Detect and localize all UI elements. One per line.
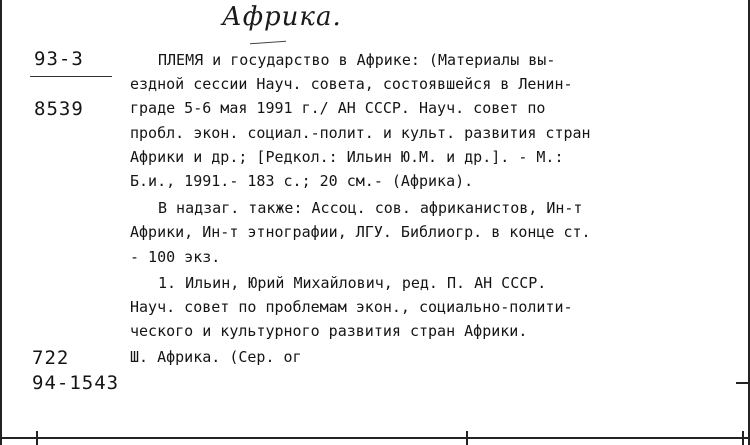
call-number-rule bbox=[30, 76, 112, 77]
entry-line: ПЛЕМЯ и государство в Африке: (Материалы вы- bbox=[158, 51, 556, 69]
subject-line: Ш. Африка. (Сер. ог bbox=[130, 348, 302, 367]
card-left-edge bbox=[0, 0, 2, 445]
tracing-line: Науч. совет по проблемам экон., социально-полити- bbox=[130, 297, 573, 316]
card-bottom-tick bbox=[742, 431, 744, 445]
accession-number: 8539 bbox=[34, 98, 84, 120]
notes-section bbox=[130, 196, 715, 269]
note-line: - 100 экз. bbox=[130, 247, 221, 266]
classification-number: 722 bbox=[32, 347, 70, 369]
tracing-line: 1. Ильин, Юрий Михайлович, ред. П. АН СССР. bbox=[158, 273, 547, 292]
card-bottom-edge bbox=[0, 437, 750, 439]
tracing-line: ческого и культурного развития стран Африки. bbox=[130, 322, 528, 341]
handwritten-underline bbox=[250, 41, 286, 45]
entry-line: Б.и., 1991.- 183 с.; 20 см.- (Африка). bbox=[130, 171, 474, 190]
note-line: Африки, Ин-т этнографии, ЛГУ. Библиогр. в конце ст. bbox=[130, 223, 591, 242]
handwritten-heading: Африка. bbox=[222, 2, 342, 32]
entry-line: граде 5-6 мая 1991 г./ АН СССР. Науч. совет по bbox=[130, 99, 546, 118]
catalog-entry bbox=[130, 48, 715, 369]
bibliographic-description bbox=[130, 48, 715, 193]
entry-line: Африки и др.; [Редкол.: Ильин Ю.М. и др.]. - М.: bbox=[130, 147, 564, 166]
record-number: 94-1543 bbox=[32, 372, 120, 394]
entry-line: пробл. экон. социал.-полит. и культ. развития стран bbox=[130, 123, 591, 142]
tracings-section bbox=[130, 271, 715, 344]
entry-line: ездной сессии Науч. совета, состоявшейся в Ленин- bbox=[130, 75, 573, 94]
card-right-tick bbox=[736, 382, 750, 384]
subject-section bbox=[130, 345, 715, 369]
note-line: В надзаг. также: Ассоц. сов. африканистов, Ин-т bbox=[158, 199, 583, 218]
card-bottom-tick bbox=[36, 431, 38, 445]
call-number-top: 93-3 bbox=[34, 48, 84, 70]
card-bottom-tick bbox=[466, 431, 468, 445]
